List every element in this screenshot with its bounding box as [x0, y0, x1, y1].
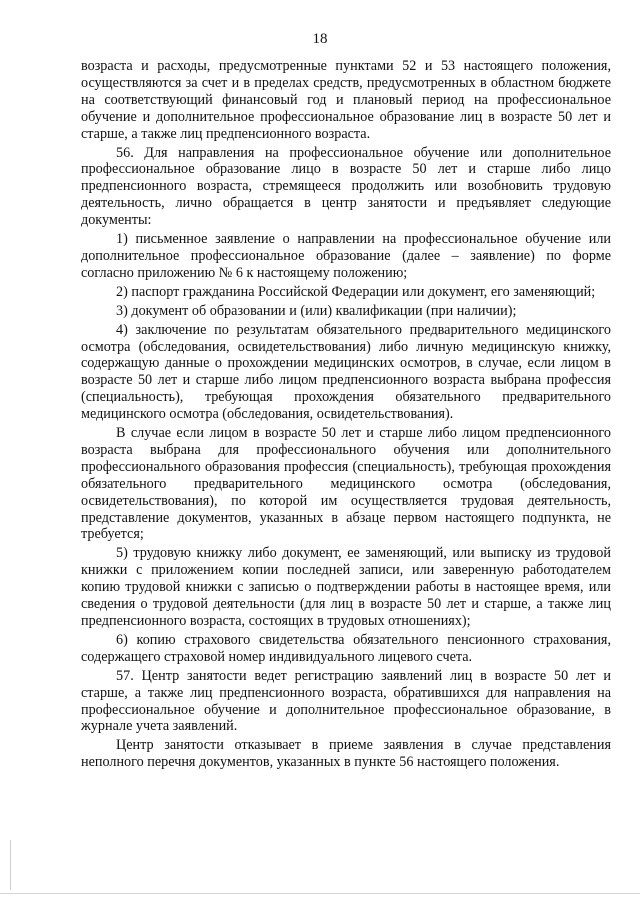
paragraph-clause-57: 57. Центр занятости ведет регистрацию заявлений лиц в возрасте 50 лет и старше, а также лиц предпенсионного возраста, обратившихся для направления на профессиональное обучение и дополнительное профессиональное образование, в журнале учета заявлений.	[81, 667, 611, 735]
page-number: 18	[312, 31, 328, 47]
list-item-1-application: 1) письменное заявление о направлении на профессиональное обучение или дополнительное профессиональное образование (далее – заявление) по форме согласно приложению № 6 к настоящему положению;	[81, 231, 611, 281]
paragraph-clause-56: 56. Для направления на профессиональное обучение или дополнительное профессиональное образование лицо в возрасте 50 лет и старше либо лицо предпенсионного возраста, стремящееся продолжить или возобновить трудовую деятельность, лично обращается в центр занятости и предъявляет следующие документы:	[81, 144, 611, 229]
list-item-6-insurance-certificate: 6) копию страхового свидетельства обязательного пенсионного страхования, содержащего страховой номер индивидуального лицевого счета.	[81, 631, 611, 665]
document-body	[81, 58, 611, 773]
list-item-5-work-record: 5) трудовую книжку либо документ, ее заменяющий, или выписку из трудовой книжки с приложением копии последней записи, или заверенную работодателем копию трудовой книжки с записью о подтверждении работы в настоящее время, или сведения о трудовой деятельности (для лиц в возрасте 50 лет и старше, а также лиц предпенсионного возраста, состоящих в трудовых отношениях);	[81, 545, 611, 629]
scan-edge-mark	[10, 840, 11, 890]
scan-bottom-edge	[0, 893, 640, 894]
list-item-3-education-document: 3) документ об образовании и (или) квалификации (при наличии);	[116, 302, 517, 319]
paragraph-medical-exception: В случае если лицом в возрасте 50 лет и старше либо лицом предпенсионного возраста выбрана для профессионального обучения или дополнительного профессионального образования профессия (специальность), требующая прохождения обязательного предварительного медицинского осмотра (обследования, освидетельствования), по которой им осуществляется трудовая деятельность, представление документов, указанных в абзаце первом настоящего подпункта, не требуется;	[81, 425, 611, 543]
list-item-2-passport: 2) паспорт гражданина Российской Федерации или документ, его заменяющий;	[116, 283, 596, 300]
list-item-4-medical-conclusion: 4) заключение по результатам обязательного предварительного медицинского осмотра (обследования, освидетельствования) либо личную медицинскую книжку, содержащую данные о прохождении медицинских осмотров, в случае, если лицом в возрасте 50 лет и старше либо лицом предпенсионного возраста выбрана профессия (специальность), требующая прохождения обязательного предварительного медицинского осмотра (обследования, освидетельствования).	[81, 321, 611, 423]
paragraph-refusal: Центр занятости отказывает в приеме заявления в случае представления неполного перечня документов, указанных в пункте 56 настоящего положения.	[81, 737, 611, 771]
paragraph-continuation: возраста и расходы, предусмотренные пунктами 52 и 53 настоящего положения, осуществляются за счет и в пределах средств, предусмотренных в областном бюджете на соответствующий финансовый год и плановый период на профессиональное обучение и дополнительное профессиональное образование лиц в возрасте 50 лет и старше, а также лиц предпенсионного возраста.	[81, 58, 611, 142]
